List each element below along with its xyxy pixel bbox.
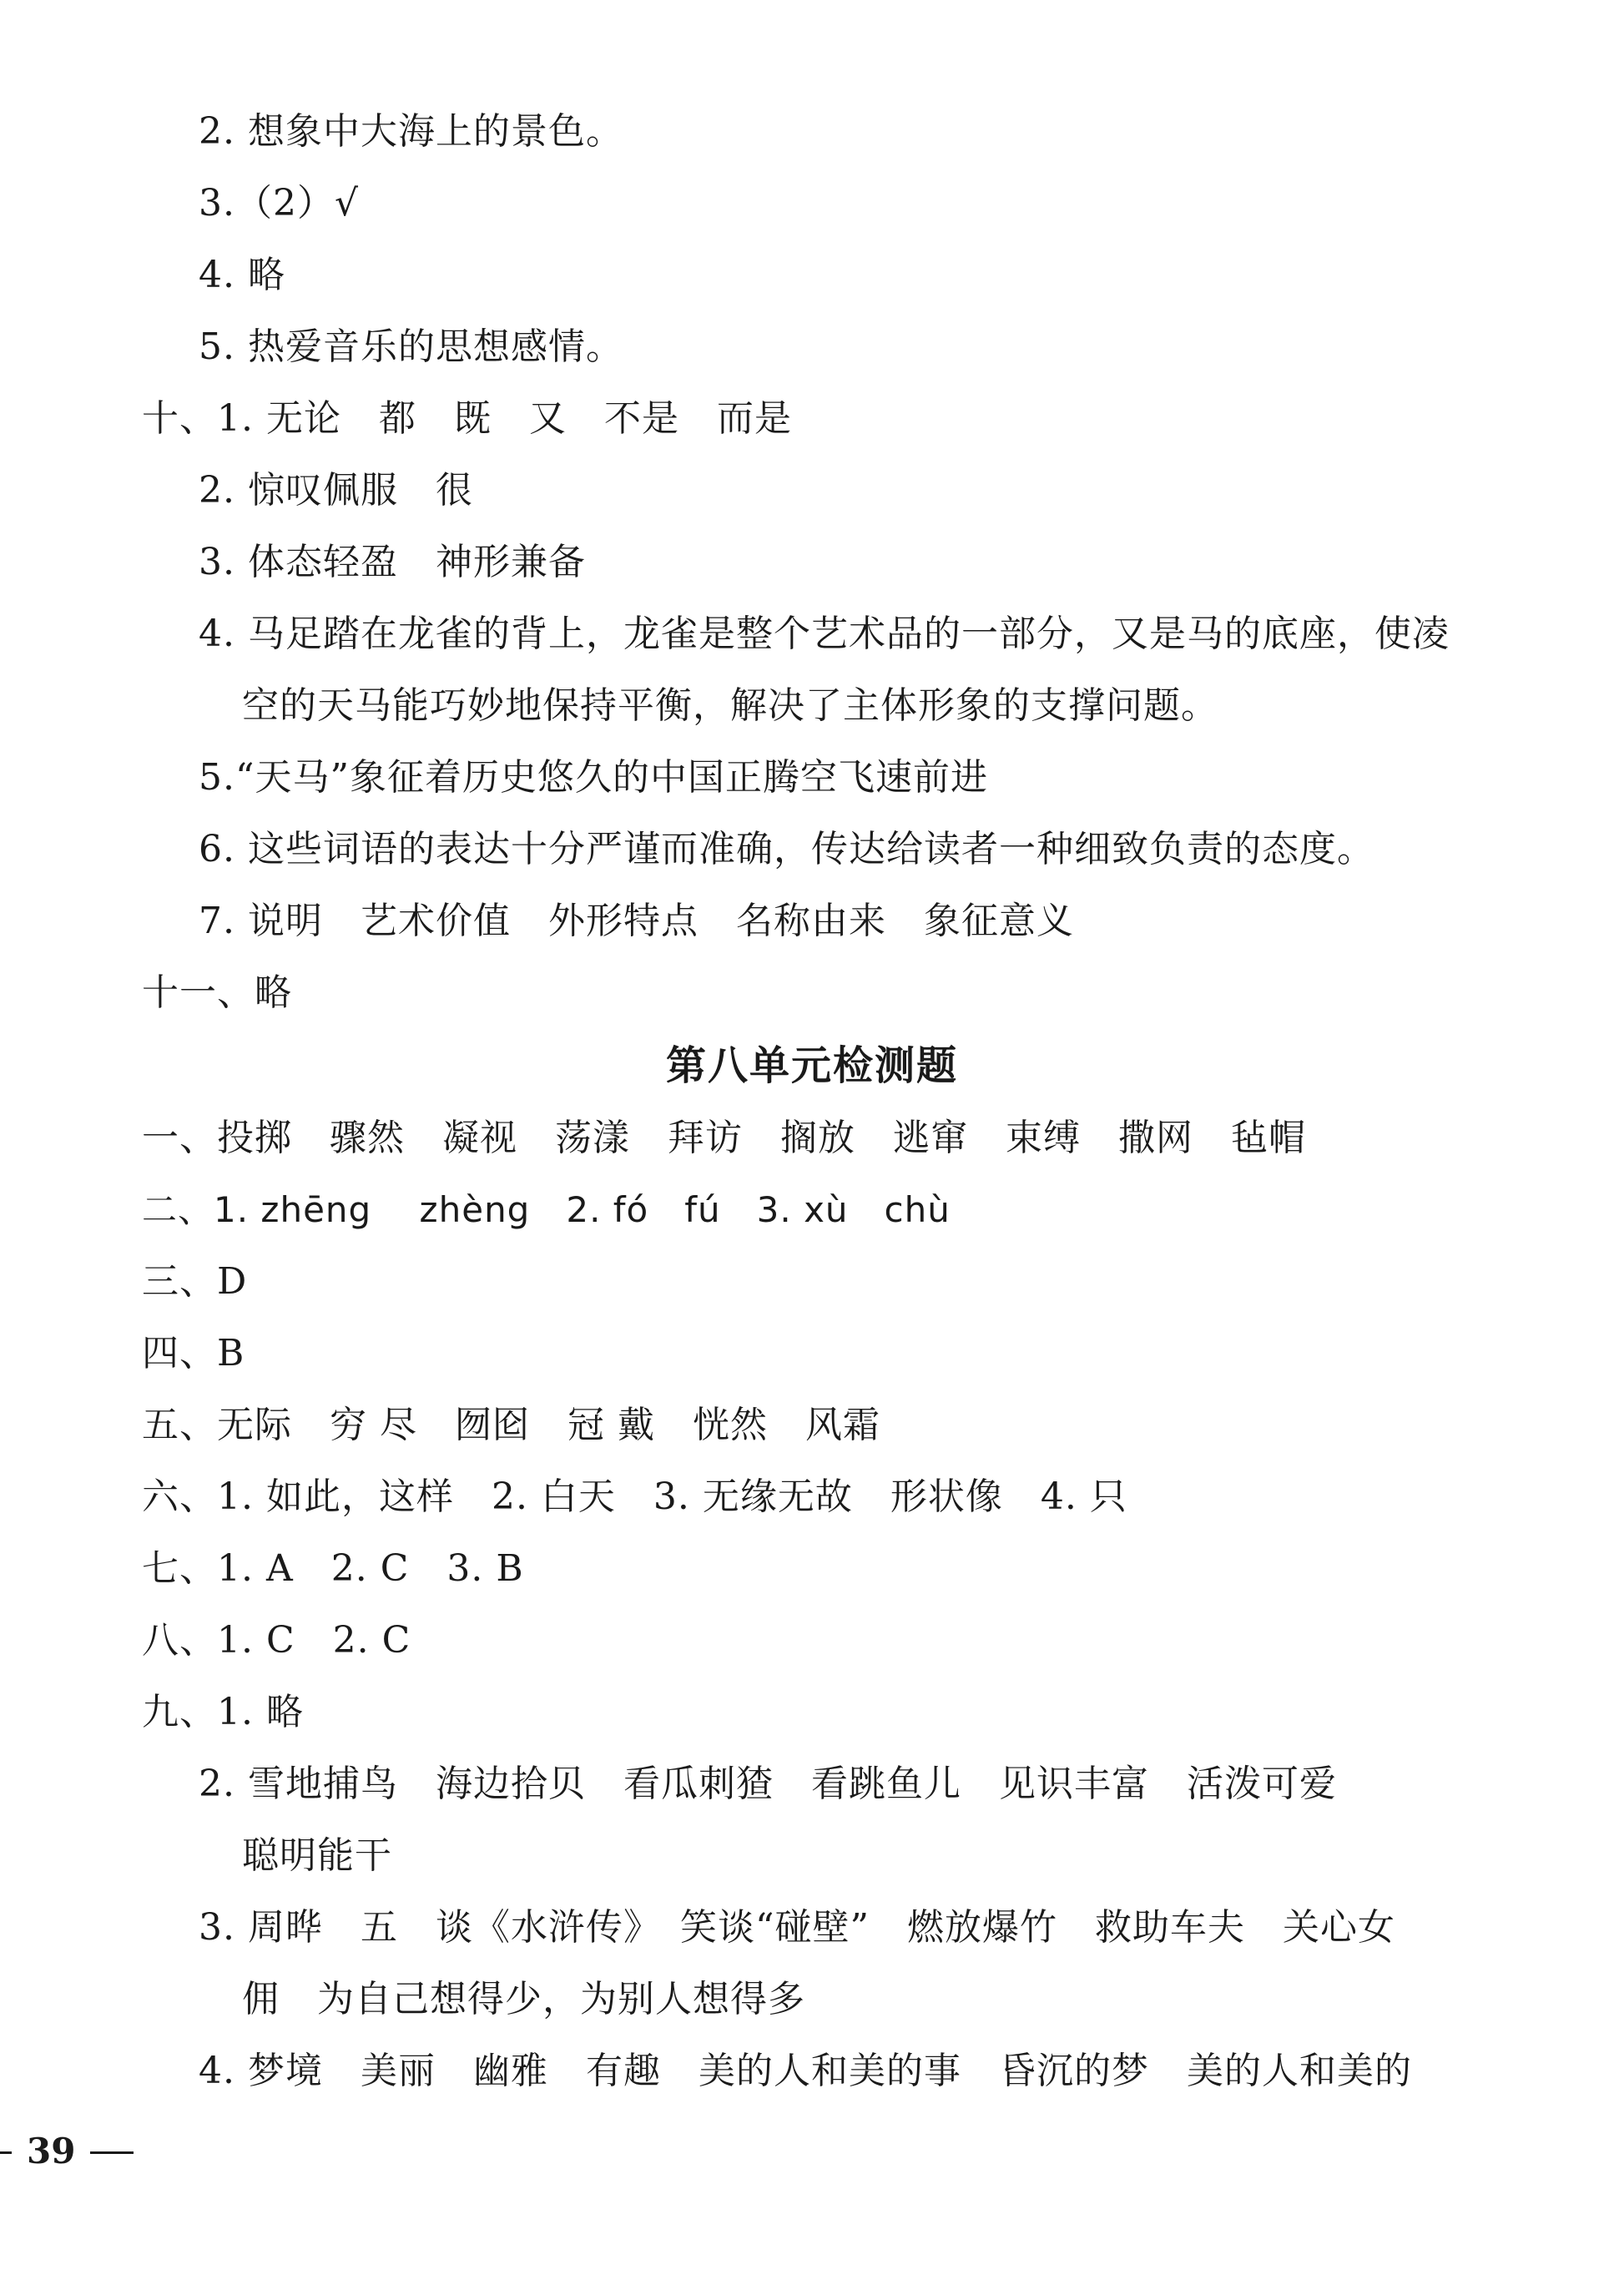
answer-line: 4. 马足踏在龙雀的背上，龙雀是整个艺术品的一部分，又是马的底座，使凌 bbox=[199, 613, 1450, 655]
answer-line: 三、D bbox=[142, 1260, 248, 1303]
answer-line: 聪明能干 bbox=[242, 1834, 392, 1877]
answer-line: 四、B bbox=[142, 1332, 245, 1374]
answer-line-pinyin: 二、1. zhēng zhèng 2. fó fú 3. xù chù bbox=[142, 1189, 951, 1230]
answer-line: 7. 说明 艺术价值 外形特点 名称由来 象征意义 bbox=[199, 900, 1074, 942]
answer-line: 七、1. A 2. C 3. B bbox=[142, 1547, 524, 1590]
answer-line: 5.“天马”象征着历史悠久的中国正腾空飞速前进 bbox=[199, 756, 988, 799]
answer-line: 4. 略 bbox=[199, 254, 285, 296]
answer-line: 2. 雪地捕鸟 海边拾贝 看瓜刺猹 看跳鱼儿 见识丰富 活泼可爱 bbox=[199, 1763, 1337, 1805]
answer-line: 九、1. 略 bbox=[142, 1691, 304, 1733]
answer-line: 6. 这些词语的表达十分严谨而准确，传达给读者一种细致负责的态度。 bbox=[199, 828, 1374, 870]
page-number: 39 bbox=[27, 2131, 76, 2171]
answer-line: 五、无际 穷 尽 囫囵 冠 戴 恍然 风霜 bbox=[142, 1404, 880, 1446]
answer-line: 5. 热爱音乐的思想感情。 bbox=[199, 325, 623, 368]
answer-line: 3. 体态轻盈 神形兼备 bbox=[199, 541, 586, 583]
answer-line: 3. 周晔 五 谈《水浒传》 笑谈“碰壁” 燃放爆竹 救助车夫 关心女 bbox=[199, 1906, 1395, 1949]
answer-line: 空的天马能巧妙地保持平衡，解决了主体形象的支撑问题。 bbox=[242, 684, 1218, 727]
answer-line: 一、投掷 骤然 凝视 荡漾 拜访 搁放 逃窜 束缚 撒网 毡帽 bbox=[142, 1117, 1306, 1159]
answer-line: 4. 梦境 美丽 幽雅 有趣 美的人和美的事 昏沉的梦 美的人和美的 bbox=[199, 2050, 1412, 2092]
answer-line: 六、1. 如此，这样 2. 白天 3. 无缘无故 形状像 4. 只 bbox=[142, 1475, 1127, 1518]
answer-line: 3.（2）√ bbox=[199, 182, 360, 224]
answer-line: 佣 为自己想得少，为别人想得多 bbox=[242, 1978, 805, 2020]
answer-line: 2. 惊叹佩服 很 bbox=[199, 469, 473, 512]
answer-line: 八、1. C 2. C bbox=[142, 1619, 411, 1662]
answer-line: 十、1. 无论 都 既 又 不是 而是 bbox=[142, 397, 792, 440]
section-title: 第八单元检测题 bbox=[665, 1042, 958, 1089]
answer-line: 2. 想象中大海上的景色。 bbox=[199, 110, 623, 153]
answer-line: 十一、略 bbox=[142, 971, 292, 1014]
page-number-dash-right bbox=[90, 2151, 134, 2154]
page-number-dash-left bbox=[0, 2151, 12, 2154]
